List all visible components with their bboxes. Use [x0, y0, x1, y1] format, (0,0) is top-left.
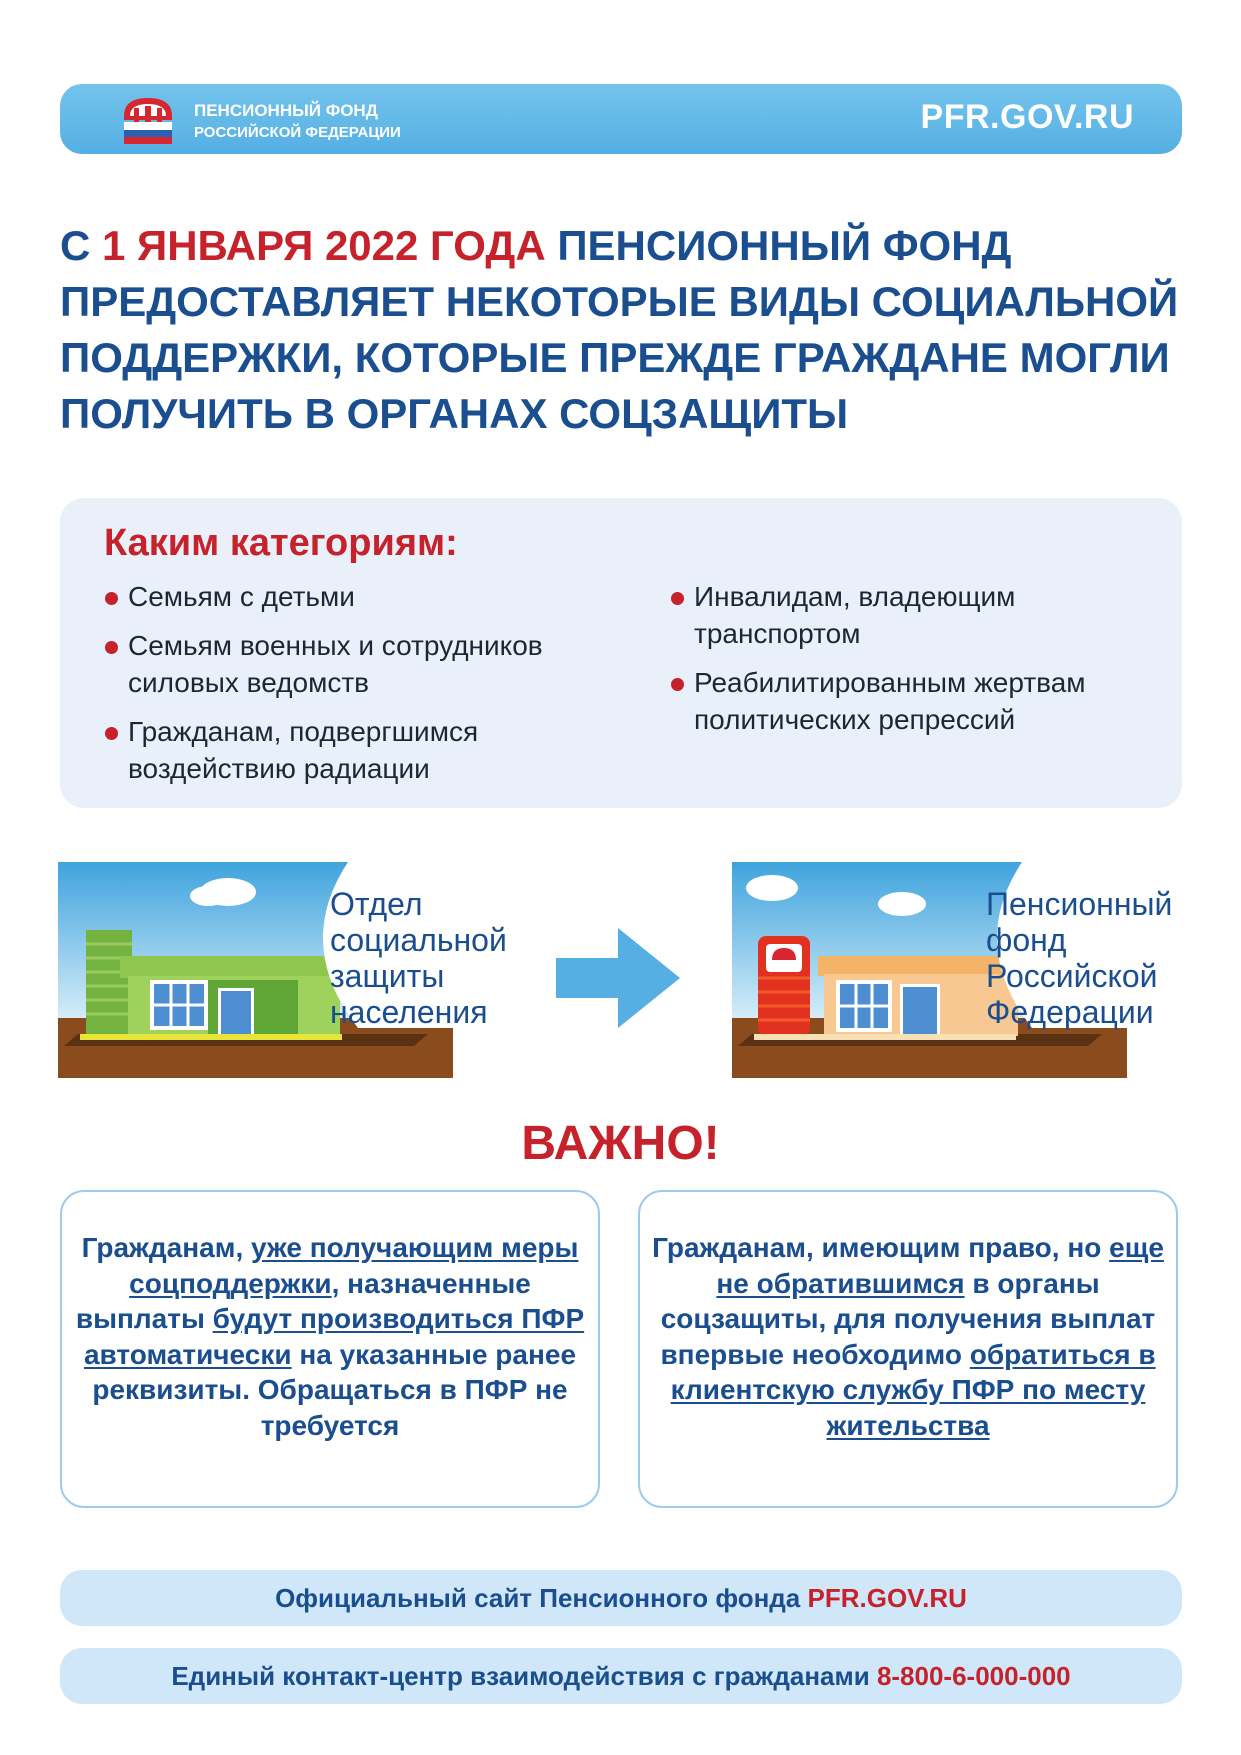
- info-card-text: [652, 1230, 1164, 1443]
- info-card-existing-recipients: [60, 1190, 600, 1508]
- header-site-link[interactable]: PFR.GOV.RU: [920, 98, 1134, 136]
- card-left-text-1: Гражданам,: [81, 1232, 251, 1263]
- to-label-line: Федерации: [986, 994, 1154, 1030]
- from-label-line: социальной: [330, 922, 507, 958]
- card-left-text-2: , назначенные выплаты: [75, 1267, 531, 1334]
- important-title: ВАЖНО!: [521, 1117, 720, 1170]
- logo-line-1: ПЕНСИОННЫЙ ФОНД: [194, 101, 378, 120]
- categories-title: Каким категориям:: [104, 522, 458, 564]
- footer-site-link[interactable]: PFR.GOV.RU: [807, 1583, 967, 1613]
- footer-site-label: Официальный сайт Пенсионного фонда: [275, 1583, 808, 1613]
- arrow-right-icon: [556, 928, 680, 1028]
- footer-contact-bar: [60, 1648, 1182, 1704]
- card-right-text-2: в органы соцзащиты, для получения выплат впервые необходимо: [660, 1267, 1156, 1370]
- footer-site-bar: [60, 1570, 1182, 1626]
- list-item: Инвалидам, владеющим транспортом: [668, 578, 1168, 652]
- page-title: [60, 218, 1190, 442]
- categories-box: [60, 498, 1182, 808]
- card-right-underline-2: обратиться в клиентскую службу ПФР по месту жительства: [670, 1338, 1156, 1441]
- categories-list-left: [102, 578, 602, 799]
- card-left-text-3: на указанные ранее реквизиты. Обращаться в ПФР не требуется: [92, 1338, 577, 1441]
- logo-text: [194, 100, 401, 144]
- list-item: Реабилитированным жертвам политических репрессий: [668, 664, 1168, 738]
- list-item: Семьям с детьми: [102, 578, 602, 615]
- to-label-line: Пенсионный: [986, 886, 1173, 922]
- from-label-line: населения: [330, 994, 488, 1030]
- headline-date: 1 ЯНВАРЯ 2022 ГОДА: [102, 222, 546, 269]
- from-label-line: защиты: [330, 958, 445, 994]
- list-item: Гражданам, подвергшимся воздействию радиации: [102, 713, 602, 787]
- footer-phone-link[interactable]: 8-800-6-000-000: [876, 1661, 1071, 1691]
- footer-contact-label: Единый контакт-центр взаимодействия с гражданами: [171, 1661, 877, 1691]
- from-label-line: Отдел: [330, 886, 423, 922]
- logo-line-2: РОССИЙСКОЙ ФЕДЕРАЦИИ: [194, 124, 401, 141]
- card-left-underline-2: будут производиться ПФР автоматически: [83, 1303, 585, 1370]
- headline-part-1: С: [60, 222, 102, 269]
- card-right-text-1: Гражданам, имеющим право, но: [652, 1232, 1110, 1263]
- footer-site-text: [60, 1570, 1182, 1626]
- from-office-label: [330, 886, 507, 1030]
- header-bar: [60, 84, 1182, 154]
- headline-part-2: ПЕНСИОННЫЙ ФОНД ПРЕДОСТАВЛЯЕТ НЕКОТОРЫЕ ВИДЫ СОЦИАЛЬНОЙ ПОДДЕРЖКИ, КОТОРЫЕ ПРЕЖДЕ ГРАЖДАНЕ МОГЛИ ПОЛУЧИТЬ В ОРГАНАХ СОЦЗАЩИТЫ: [60, 222, 1179, 437]
- info-card-text: [74, 1230, 586, 1443]
- to-office-label: [986, 886, 1172, 1030]
- card-right-underline-1: еще не обратившимся: [716, 1232, 1164, 1299]
- list-item: Семьям военных и сотрудников силовых ведомств: [102, 627, 602, 701]
- info-card-new-applicants: [638, 1190, 1178, 1508]
- footer-contact-text: [60, 1648, 1182, 1704]
- card-left-underline-1: уже получающим меры соцподдержки: [129, 1232, 579, 1299]
- to-label-line: Российской: [986, 958, 1158, 994]
- pfr-logo-icon: [120, 94, 176, 146]
- to-label-line: фонд: [986, 922, 1067, 958]
- categories-list-right: [668, 578, 1168, 750]
